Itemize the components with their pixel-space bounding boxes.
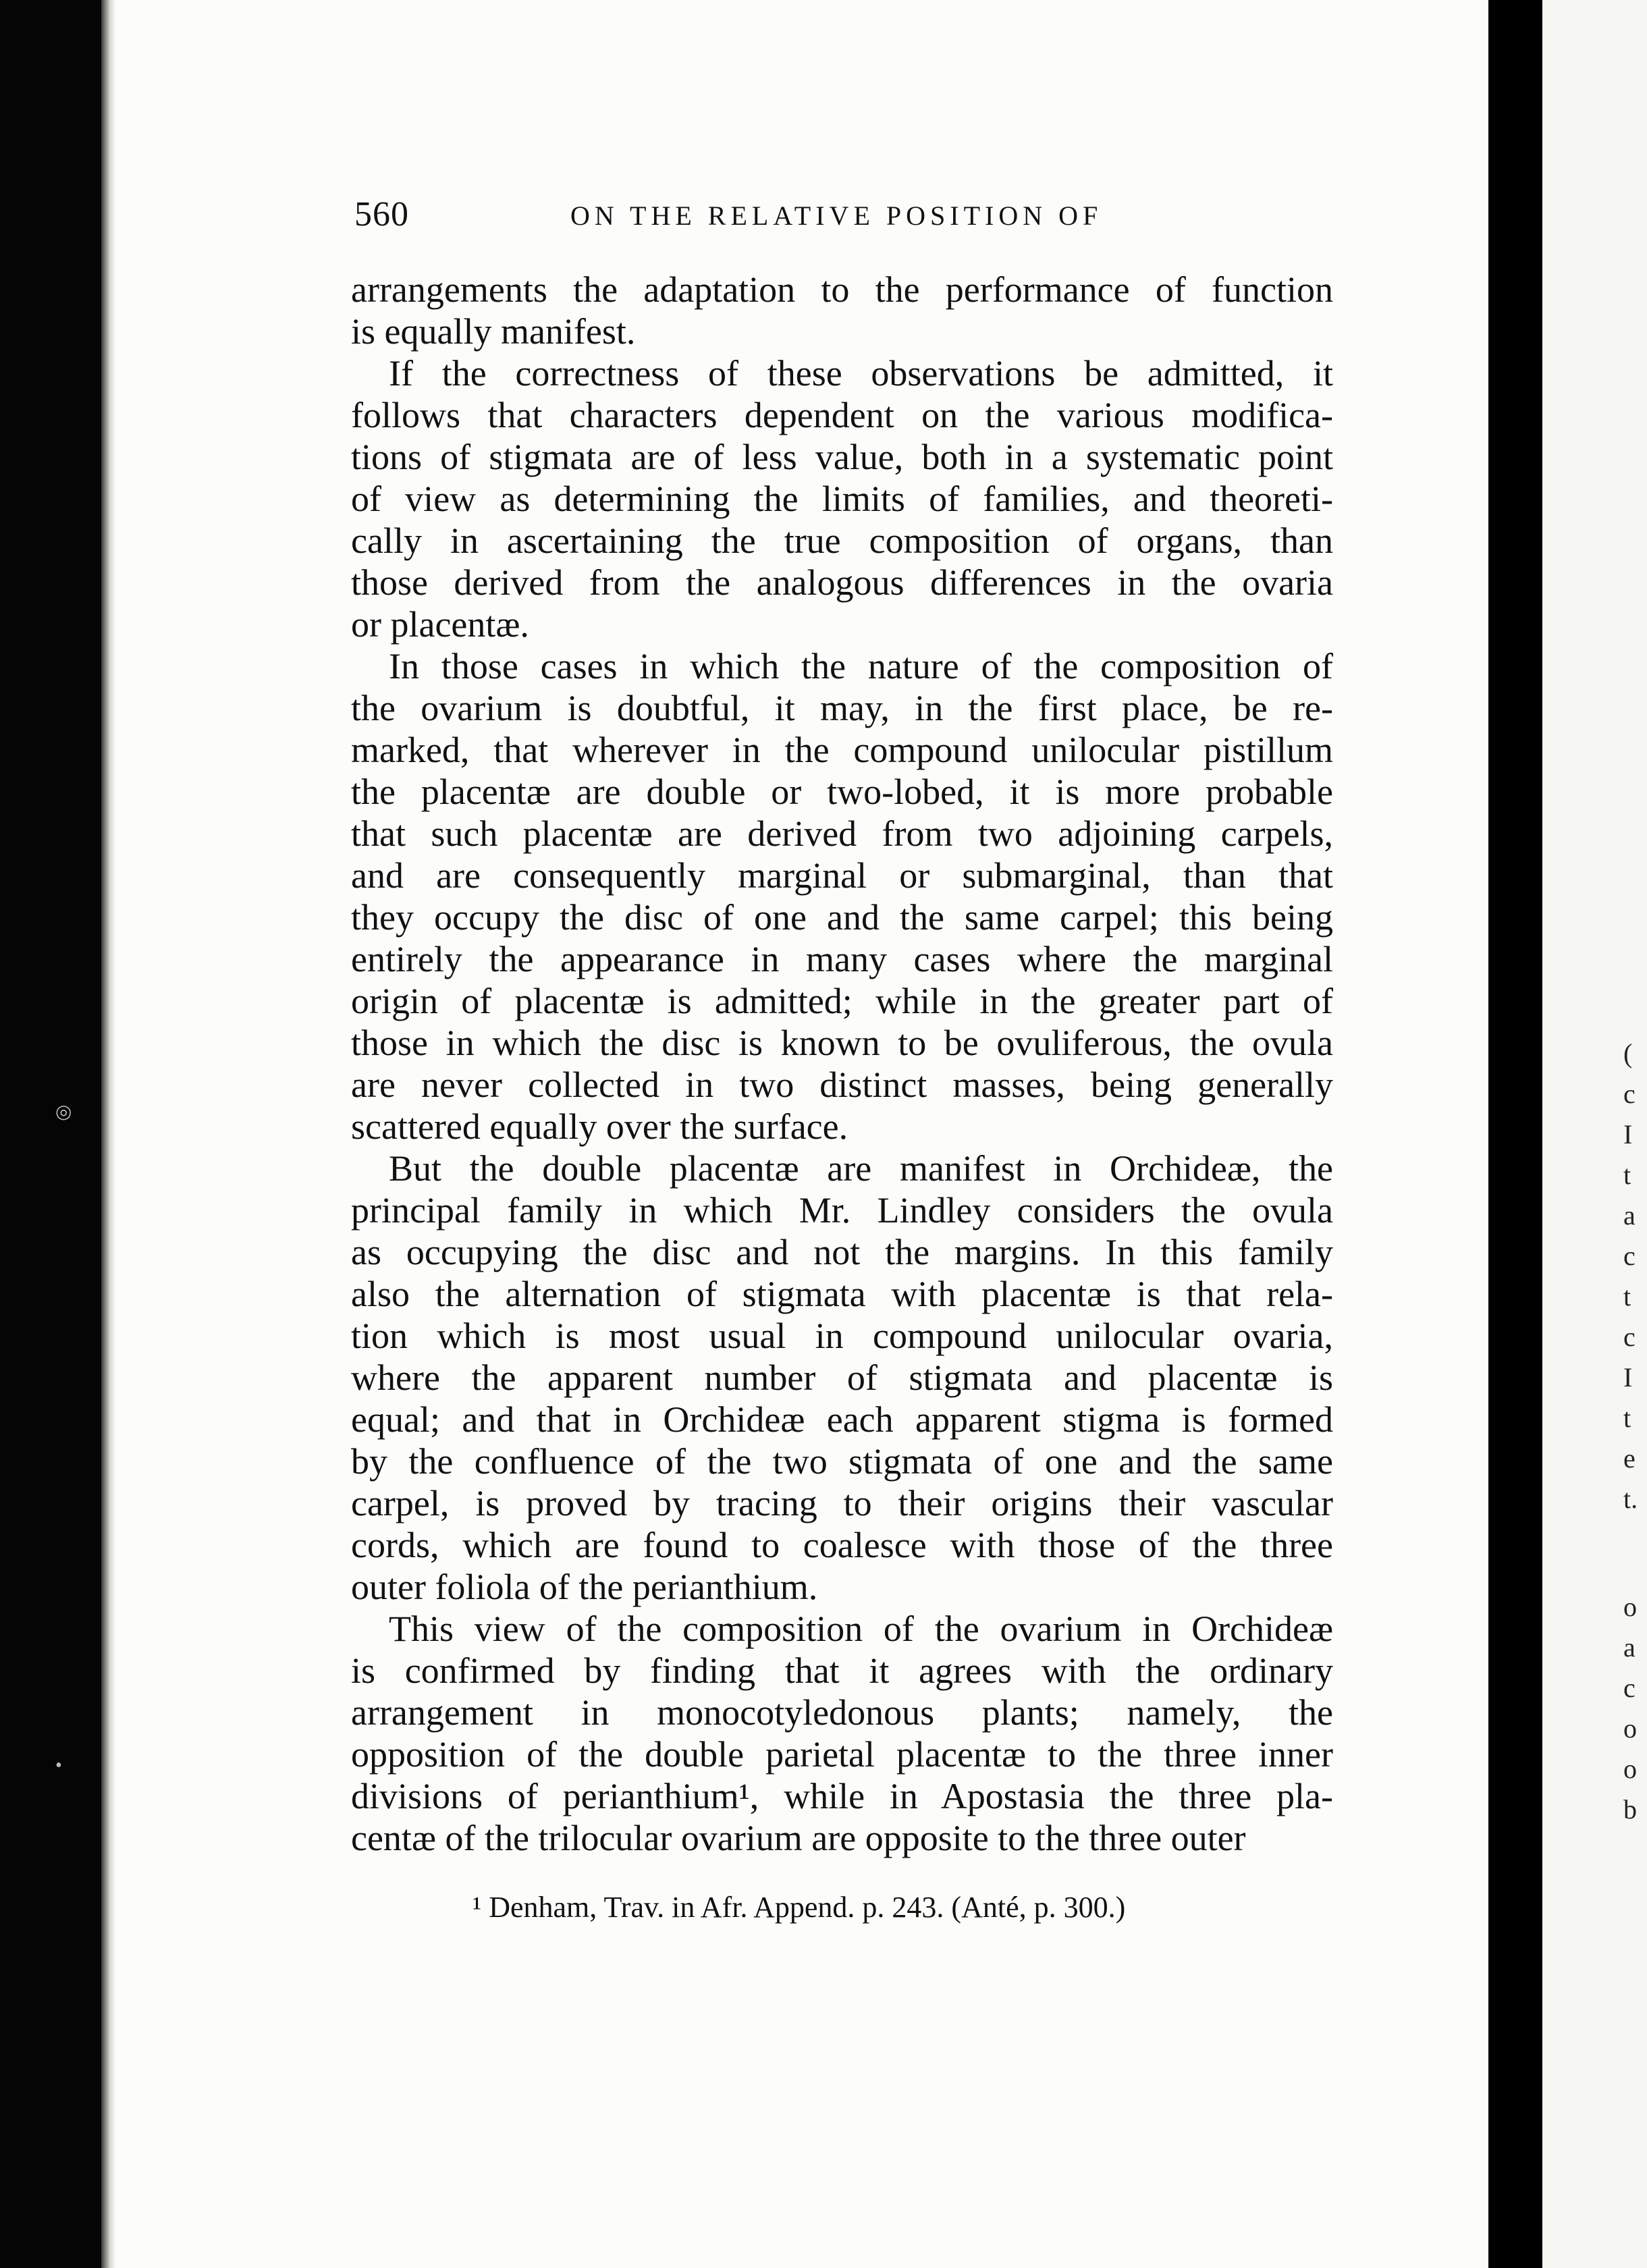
text-line: are never collected in two distinct masses, being generally xyxy=(351,1064,1333,1105)
text-line: also the alternation of stigmata with placentæ is that rela- xyxy=(351,1274,1333,1314)
text-line: origin of placentæ is admitted; while in the greater part of xyxy=(351,981,1333,1021)
facing-page-letter: o xyxy=(1623,1713,1637,1744)
text-line: where the apparent number of stigmata and placentæ is xyxy=(351,1357,1333,1398)
paragraph xyxy=(351,269,1333,352)
text-line: the ovarium is doubtful, it may, in the first place, be re- xyxy=(351,688,1333,728)
text-line: the placentæ are double or two-lobed, it is more probable xyxy=(351,772,1333,812)
gutter-shadow xyxy=(101,0,116,2268)
page-header xyxy=(354,194,1336,242)
facing-page-letter: a xyxy=(1623,1632,1636,1663)
text-line: arrangement in monocotyledonous plants; namely, the xyxy=(351,1692,1333,1733)
paragraph xyxy=(351,645,1333,1148)
spine-mark: ◎ xyxy=(55,1102,72,1123)
text-line: But the double placentæ are manifest in Orchideæ, the xyxy=(389,1148,1333,1189)
text-line: follows that characters dependent on the various modifica- xyxy=(351,395,1333,435)
text-line: that such placentæ are derived from two adjoining carpels, xyxy=(351,813,1333,854)
facing-page-sliver xyxy=(1542,0,1647,2268)
page-number: 560 xyxy=(354,195,409,234)
text-line: cally in ascertaining the true composition of organs, than xyxy=(351,520,1333,561)
text-line: cords, which are found to coalesce with those of the three xyxy=(351,1525,1333,1565)
facing-page-letter: t xyxy=(1623,1160,1631,1190)
running-head: ON THE RELATIVE POSITION OF xyxy=(570,200,1103,231)
text-line: entirely the appearance in many cases where the marginal xyxy=(351,939,1333,979)
facing-page-letter: c xyxy=(1623,1241,1636,1271)
text-line: outer foliola of the perianthium. xyxy=(351,1567,818,1607)
scan-left-margin xyxy=(0,0,101,2268)
facing-page-letter: I xyxy=(1623,1362,1633,1393)
facing-page-letter: o xyxy=(1623,1754,1637,1784)
text-line: In those cases in which the nature of the composition of xyxy=(389,646,1333,686)
text-line: carpel, is proved by tracing to their origins their vascular xyxy=(351,1483,1333,1523)
text-line: tion which is most usual in compound unilocular ovaria, xyxy=(351,1316,1333,1356)
text-line: by the confluence of the two stigmata of one and the same xyxy=(351,1441,1333,1482)
text-line: those derived from the analogous differences in the ovaria xyxy=(351,562,1333,603)
facing-page-letter: o xyxy=(1623,1592,1637,1622)
facing-page-letter: t. xyxy=(1623,1484,1638,1514)
text-line: If the correctness of these observations be admitted, it xyxy=(389,353,1333,394)
text-line: is confirmed by finding that it agrees with the ordinary xyxy=(351,1650,1333,1691)
text-line: opposition of the double parietal placentæ to the three inner xyxy=(351,1734,1333,1775)
facing-page-letter: I xyxy=(1623,1119,1633,1150)
body-text xyxy=(351,269,1333,1859)
text-line: scattered equally over the surface. xyxy=(351,1106,848,1147)
page-edge-band xyxy=(1488,0,1542,2268)
text-line: they occupy the disc of one and the same carpel; this being xyxy=(351,897,1333,938)
text-line: tions of stigmata are of less value, both in a systematic point xyxy=(351,437,1333,477)
facing-page-letter: ( xyxy=(1623,1038,1633,1069)
facing-page-letter: c xyxy=(1623,1673,1636,1703)
text-line: and are consequently marginal or submarginal, than that xyxy=(351,855,1333,896)
facing-page-letter: a xyxy=(1623,1200,1636,1231)
text-line: centæ of the trilocular ovarium are opposite to the three outer xyxy=(351,1818,1246,1858)
text-line: marked, that wherever in the compound unilocular pistillum xyxy=(351,730,1333,770)
text-line: of view as determining the limits of families, and theoreti- xyxy=(351,479,1333,519)
text-line: as occupying the disc and not the margins. In this family xyxy=(351,1232,1333,1272)
facing-page-letter: e xyxy=(1623,1443,1636,1474)
footnote: ¹ Denham, Trav. in Afr. Append. p. 243. (Anté, p. 300.) xyxy=(473,1891,1126,1924)
text-line: principal family in which Mr. Lindley considers the ovula xyxy=(351,1190,1333,1231)
paragraph xyxy=(351,1608,1333,1859)
facing-page-letter: t xyxy=(1623,1403,1631,1433)
facing-page-letter: c xyxy=(1623,1079,1636,1109)
text-line: is equally manifest. xyxy=(351,311,636,352)
paragraph xyxy=(351,352,1333,645)
text-line: This view of the composition of the ovarium in Orchideæ xyxy=(389,1609,1333,1649)
text-line: or placentæ. xyxy=(351,604,529,645)
text-line: those in which the disc is known to be ovuliferous, the ovula xyxy=(351,1023,1333,1063)
facing-page-letter: t xyxy=(1623,1281,1631,1312)
facing-page-letter: c xyxy=(1623,1322,1636,1352)
text-line: divisions of perianthium¹, while in Apostasia the three pla- xyxy=(351,1776,1333,1816)
facing-page-letter: b xyxy=(1623,1794,1637,1825)
text-line: equal; and that in Orchideæ each apparent stigma is formed xyxy=(351,1399,1333,1440)
spine-mark: • xyxy=(55,1755,62,1776)
text-line: arrangements the adaptation to the performance of function xyxy=(351,269,1333,310)
paragraph xyxy=(351,1148,1333,1608)
